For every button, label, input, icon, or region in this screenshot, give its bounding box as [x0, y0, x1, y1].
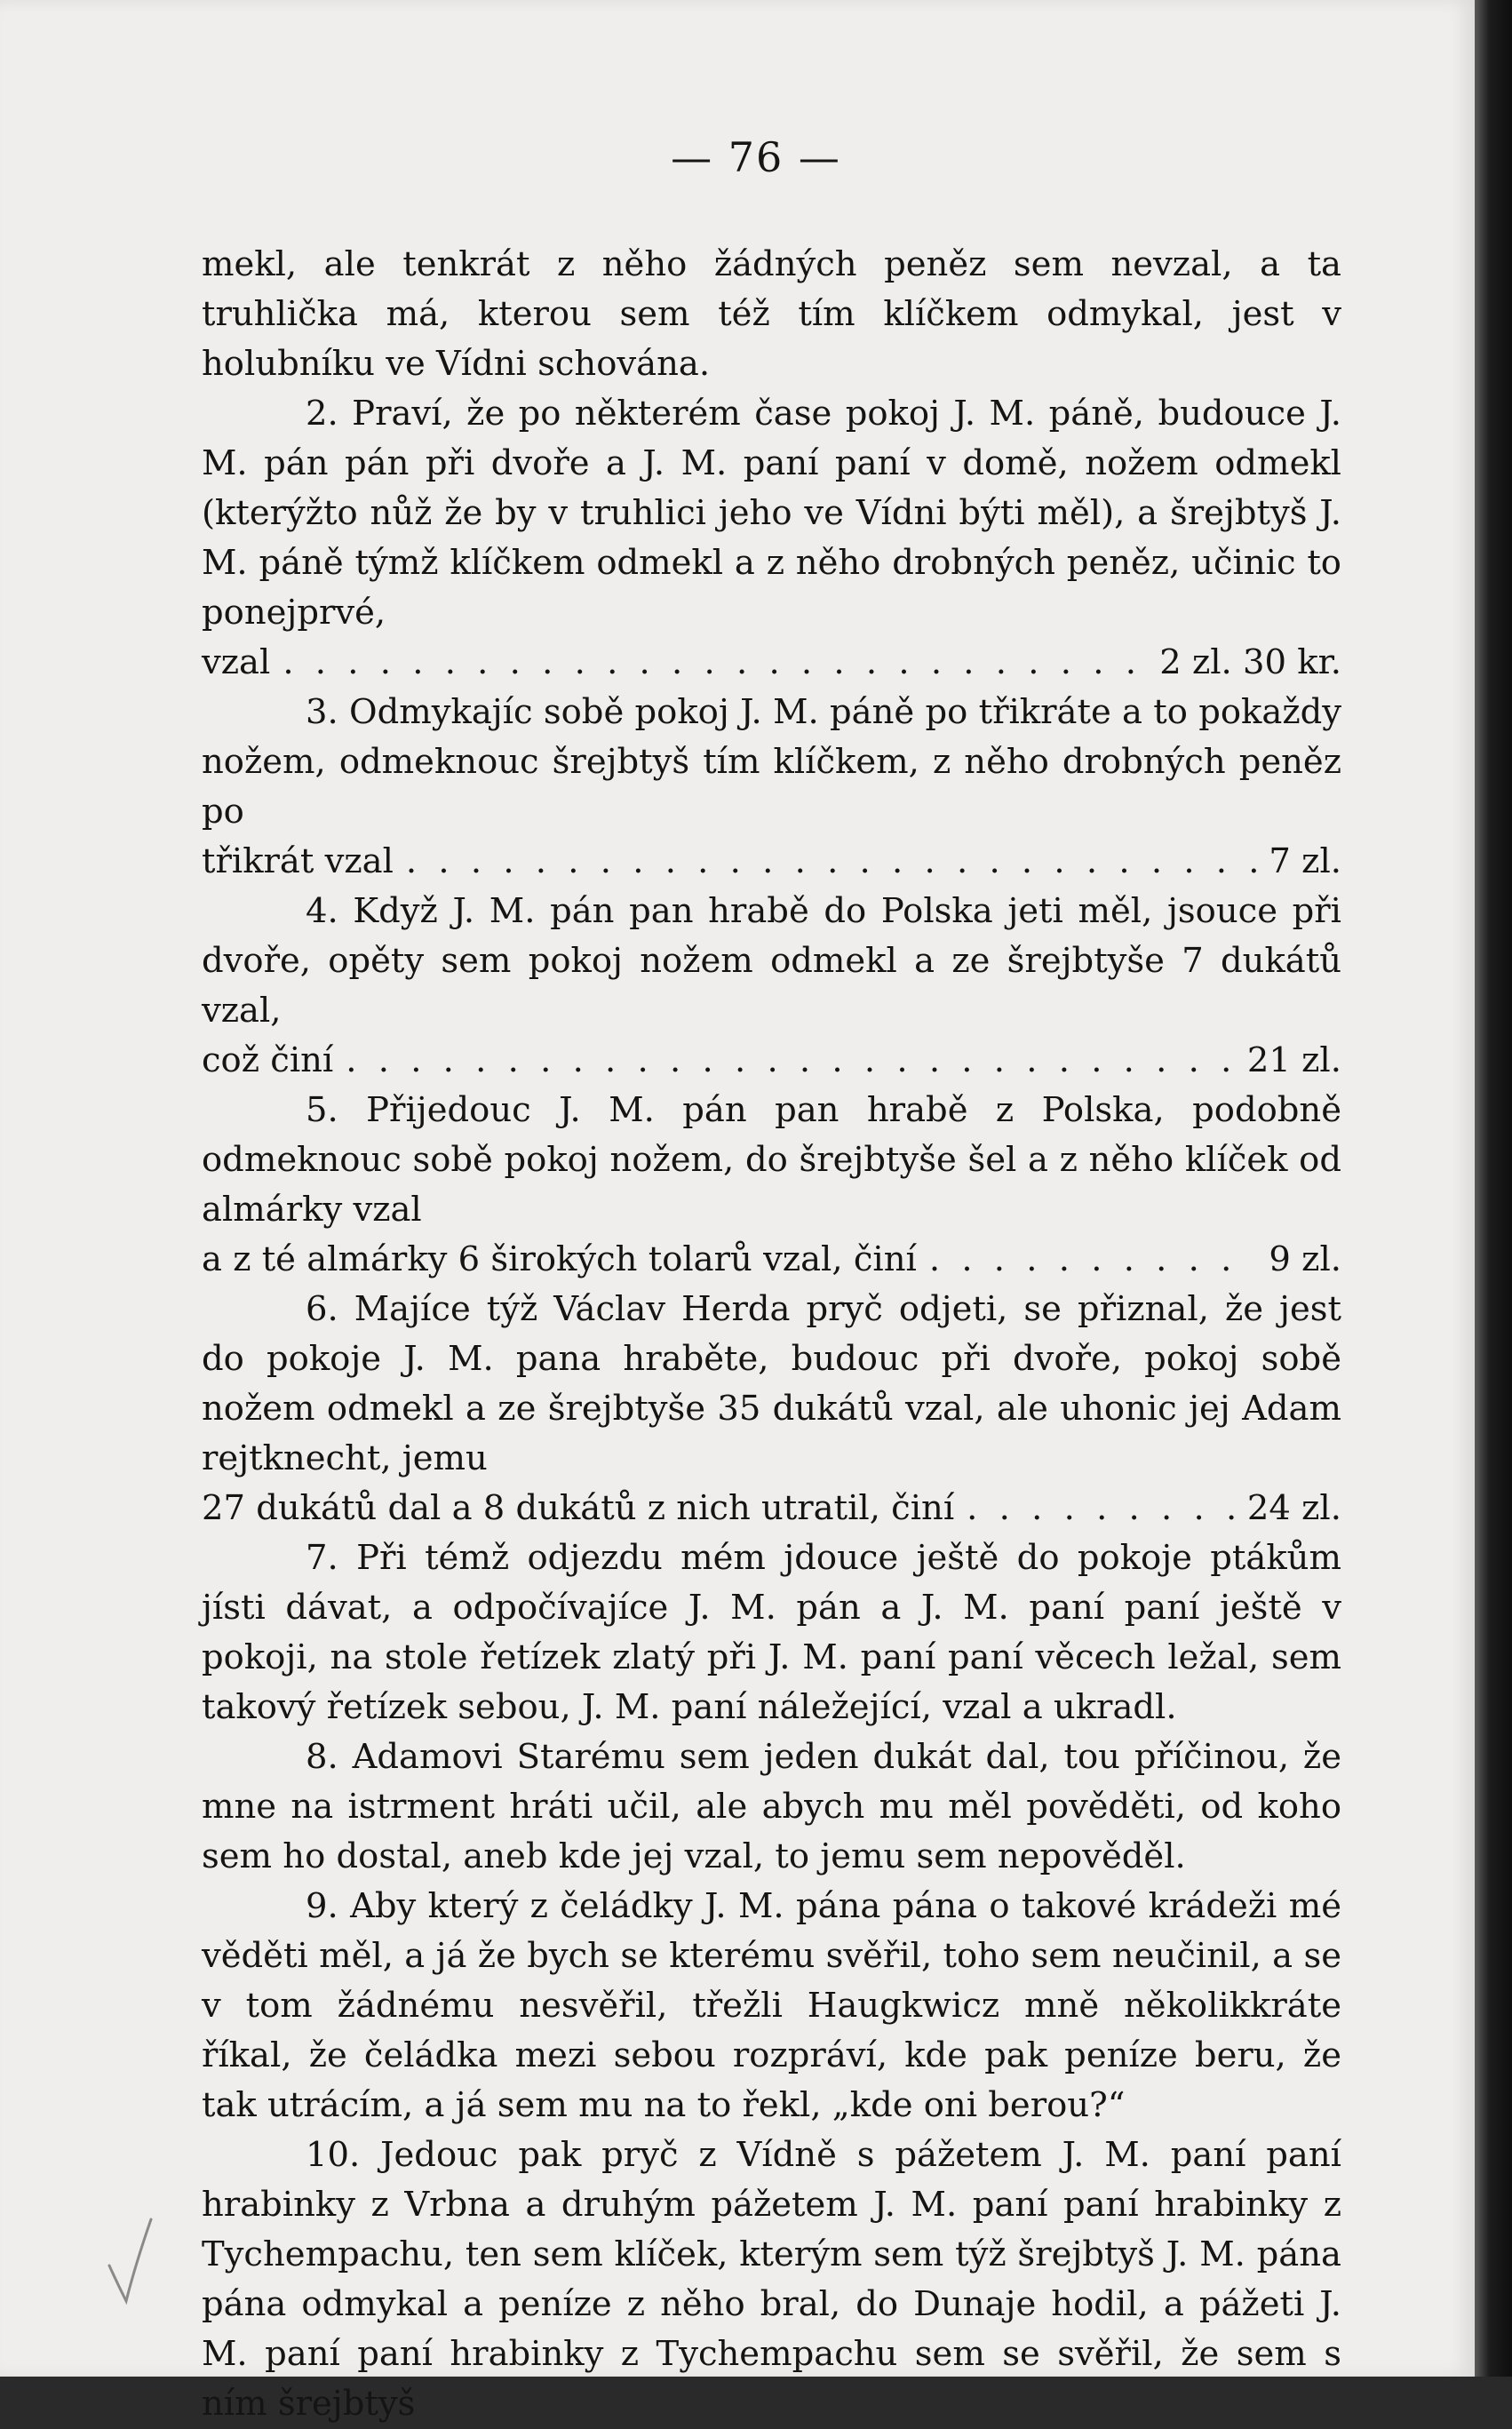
dot-leader	[406, 837, 1257, 887]
entry-amount: 7 zl.	[1269, 841, 1341, 881]
dot-leader	[929, 1235, 1257, 1285]
amount-line	[202, 638, 1341, 688]
amount-line	[202, 837, 1341, 887]
entry-lead: vzal	[202, 642, 271, 682]
paragraph-text: 4. Když J. M. pán pan hrabě do Polska jeti měl, jsouce při dvoře, opěty sem pokoj nožem odmekl a ze šrejbtyše 7 dukátů vzal,	[202, 891, 1341, 1031]
entry-lead: což činí	[202, 1040, 334, 1080]
paragraph-4	[202, 887, 1341, 1086]
entry-amount: 9 zl.	[1269, 1239, 1341, 1279]
paragraph-text: 5. Přijedouc J. M. pán pan hrabě z Polska, podobně odmeknouc sobě pokoj nožem, do šrejbtyše šel a z něho klíček od almárky vzal	[202, 1090, 1341, 1230]
paragraph-8: 8. Adamovi Starému sem jeden dukát dal, tou příčinou, že mne na istrment hráti učil, ale abych mu měl pověděti, od koho sem ho dostal, aneb kde jej vzal, to jemu sem nepověděl.	[202, 1737, 1341, 1876]
paragraph-text: 2. Praví, že po některém čase pokoj J. M. páně, budouce J. M. pán pán při dvoře a J. M. paní paní v domě, nožem odmekl (kterýžto nůž že by v truhlici jeho ve Vídni býti měl), a šrejbtyš J. M. páně týmž klíčkem odmekl a z něho drobných peněz, učinic to ponejprvé,	[202, 394, 1341, 633]
page-edge-shadow	[1475, 0, 1512, 2377]
entry-amount: 24 zl.	[1246, 1488, 1341, 1528]
paragraph-text: 3. Odmykajíc sobě pokoj J. M. páně po třikráte a to pokaždy nožem, odmeknouc šrejbtyš tím klíčkem, z něho drobných peněz po	[202, 692, 1341, 832]
amount-line	[202, 1036, 1341, 1086]
amount-line	[202, 1484, 1341, 1533]
paragraph-7: 7. Při témž odjezdu mém jdouce ještě do pokoje ptákům jísti dávat, a odpočívajíce J. M. pán a J. M. paní paní ještě v pokoji, na stole řetízek zlatý při J. M. paní paní věcech ležal, sem takový řetízek sebou, J. M. paní náležející, vzal a ukradl.	[202, 1538, 1341, 1727]
dot-leader	[967, 1484, 1235, 1533]
dot-leader	[283, 638, 1147, 688]
entry-lead: a z té almárky 6 širokých tolarů vzal, činí	[202, 1239, 917, 1279]
entry-lead: 27 dukátů dal a 8 dukátů z nich utratil, činí	[202, 1488, 955, 1528]
entry-amount: 21 zl.	[1246, 1040, 1341, 1080]
paragraph-text: 6. Majíce týž Václav Herda pryč odjeti, se přiznal, že jest do pokoje J. M. pana hraběte, budouc při dvoře, pokoj sobě nožem odmekl a ze šrejbtyše 35 dukátů vzal, ale uhonic jej Adam rejtknecht, jemu	[202, 1289, 1341, 1478]
entry-amount: 2 zl. 30 kr.	[1159, 642, 1341, 682]
paragraph-5	[202, 1086, 1341, 1285]
paragraph-3	[202, 688, 1341, 887]
page-number: — 76 —	[671, 133, 841, 181]
paragraph-6	[202, 1285, 1341, 1533]
dot-leader	[346, 1036, 1235, 1086]
margin-pencil-mark	[105, 2212, 158, 2310]
entry-lead: třikrát vzal	[202, 841, 394, 881]
paragraph-2	[202, 389, 1341, 688]
paragraph-9: 9. Aby který z čeládky J. M. pána pána o takové krádeži mé věděti měl, a já že bych se kterému svěřil, toho sem neučinil, a se v tom žádnému nesvěřil, třežli Haugkwicz mně několikkráte říkal, že čeládka mezi sebou rozpráví, kde pak peníze beru, že tak utrácím, a já sem mu na to řekl, „kde oni berou?“	[202, 1886, 1341, 2125]
paragraph-10: 10. Jedouc pak pryč z Vídně s pážetem J. M. paní paní hrabinky z Vrbna a druhým pážetem J. M. paní paní hrabinky z Tychempachu, ten sem klíček, kterým sem týž šrejbtyš J. M. pána pána odmykal a peníze z něho bral, do Dunaje hodil, a pážeti J. M. paní paní hrabinky z Tychempachu sem se svěřil, že sem s ním šrejbtyš	[202, 2135, 1341, 2424]
paragraph-1: mekl, ale tenkrát z něho žádných peněz sem nevzal, a ta truhlička má, kterou sem též tím klíčkem odmykal, jest v holubníku ve Vídni schována.	[202, 244, 1341, 384]
body-text	[202, 240, 1341, 2429]
amount-line	[202, 1235, 1341, 1285]
